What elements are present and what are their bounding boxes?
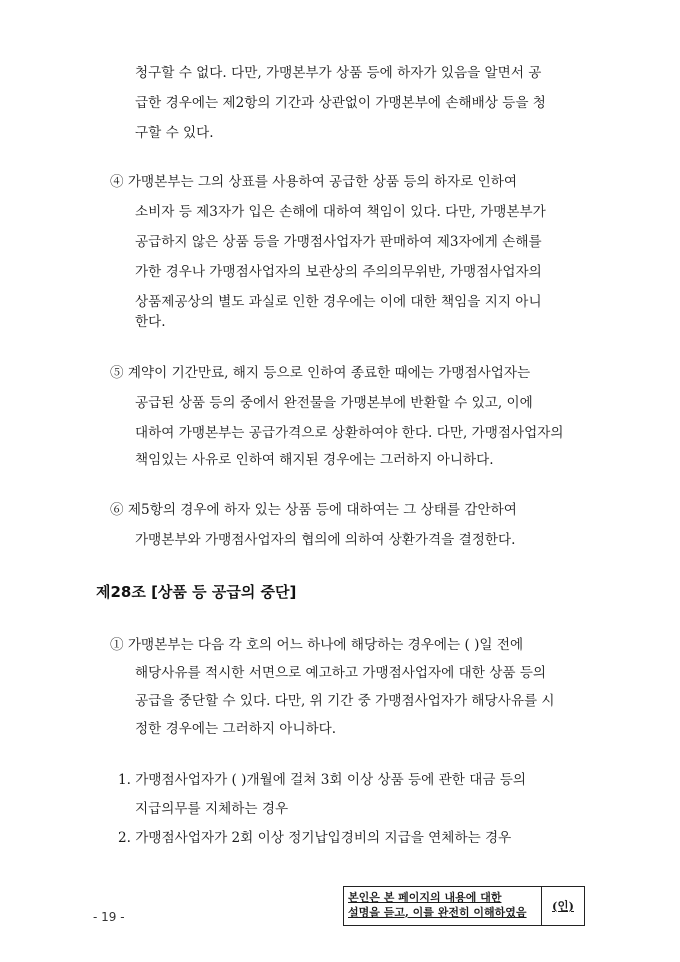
confirmation-box [343, 886, 585, 926]
page-number: - 19 - [93, 910, 125, 924]
item-2: 2. 가맹점사업자가 2회 이상 정기납입경비의 지급을 연체하는 경우 [118, 830, 512, 846]
para5-line-4: 책임있는 사유로 인하여 해지된 경우에는 그러하지 아니하다. [135, 452, 494, 468]
item-1-line-1: 1. 가맹점사업자가 ( )개월에 걸쳐 3회 이상 상품 등에 관한 대금 등의 [118, 772, 527, 788]
para5-line-2: 공급된 상품 등의 중에서 완전물을 가맹본부에 반환할 수 있고, 이에 [135, 395, 533, 411]
para4-line-1: ④ 가맹본부는 그의 상표를 사용하여 공급한 상품 등의 하자로 인하여 [110, 174, 518, 190]
para3-line-1: 청구할 수 없다. 다만, 가맹본부가 상품 등에 하자가 있음을 알면서 공 [135, 65, 542, 81]
para3-line-2: 급한 경우에는 제2항의 기간과 상관없이 가맹본부에 손해배상 등을 청 [135, 95, 546, 111]
article-heading: 제28조 [상품 등 공급의 중단] [96, 583, 297, 601]
para4-line-3: 공급하지 않은 상품 등을 가맹점사업자가 판매하여 제3자에게 손해를 [135, 234, 542, 250]
confirmation-text [344, 887, 542, 925]
article-para1-line-2: 해당사유를 적시한 서면으로 예고하고 가맹점사업자에 대한 상품 등의 [135, 665, 547, 681]
para4-line-6: 한다. [135, 314, 166, 330]
article-para1-line-1: ① 가맹본부는 다음 각 호의 어느 하나에 해당하는 경우에는 ( )일 전에 [110, 637, 524, 653]
item-1-line-2: 지급의무를 지체하는 경우 [135, 801, 289, 817]
article-para1-line-3: 공급을 중단할 수 있다. 다만, 위 기간 중 가맹점사업자가 해당사유를 시 [135, 693, 555, 709]
para4-line-4: 가한 경우나 가맹점사업자의 보관상의 주의의무위반, 가맹점사업자의 [135, 264, 542, 280]
para5-line-3: 대하여 가맹본부는 공급가격으로 상환하여야 한다. 다만, 가맹점사업자의 [135, 425, 564, 441]
confirmation-line-2: 설명을 듣고, 이를 완전히 이해하였음 [348, 906, 527, 919]
para6-line-2: 가맹본부와 가맹점사업자의 협의에 의하여 상환가격을 결정한다. [135, 532, 516, 548]
para4-line-5: 상품제공상의 별도 과실로 인한 경우에는 이에 대한 책임을 지지 아니 [135, 294, 542, 310]
confirmation-line-1: 본인은 본 페이지의 내용에 대한 [348, 891, 502, 904]
seal-mark: (인) [552, 899, 574, 913]
article-para1-line-4: 정한 경우에는 그러하지 아니하다. [135, 721, 337, 737]
para5-line-1: ⑤ 계약이 기간만료, 해지 등으로 인하여 종료한 때에는 가맹점사업자는 [110, 365, 531, 381]
para4-line-2: 소비자 등 제3자가 입은 손해에 대하여 책임이 있다. 다만, 가맹본부가 [135, 204, 546, 220]
para3-line-3: 구할 수 있다. [135, 125, 214, 141]
para6-line-1: ⑥ 제5항의 경우에 하자 있는 상품 등에 대하여는 그 상태를 감안하여 [110, 502, 517, 518]
